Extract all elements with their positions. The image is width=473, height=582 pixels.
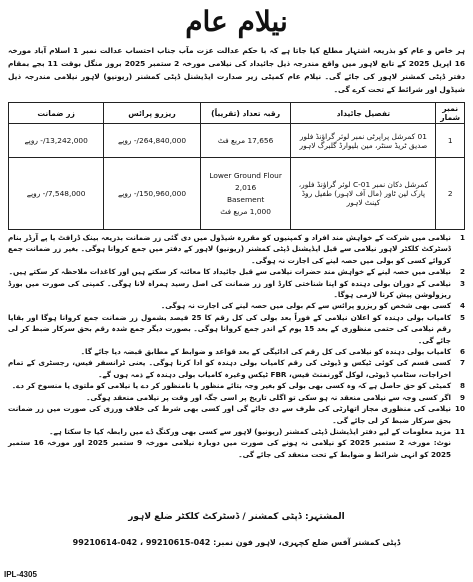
intro-paragraph: ہر خاص و عام کو بذریعہ اشتہار مطلع کیا جاتا ہے کہ با حکم عدالت عزت مآب جناب احتساب عدالت نمبر 1 اسلام آباد مورخہ 16 اپریل 2025 کے تابع لاہور میں واقع مندرجہ ذیل جائیداد کی نیلامی مورخہ 2 ستمبر 2025 بروز منگل بوقت 11 بجے بمقام دفتر ڈپٹی کمشنر لاہور کی جائے گی۔ نیلام عام کمیٹی زیر صدارت ایڈیشنل ڈپٹی کمشنر (ریونیو) لاہور نیلامی مندرجہ ذیل شیڈول اور شرائط کے تحت کرے گی۔ bbox=[8, 46, 466, 94]
condition-item bbox=[8, 300, 465, 311]
footer bbox=[0, 512, 473, 579]
row-area bbox=[200, 158, 291, 230]
condition-number: 7 bbox=[459, 358, 465, 368]
condition-item bbox=[8, 232, 465, 266]
row-serial-number: 1 bbox=[436, 124, 465, 158]
header-reserve-price: ریزرو پرائس bbox=[104, 103, 201, 124]
condition-item bbox=[8, 312, 465, 346]
page-title: نیلام عام bbox=[185, 5, 288, 38]
ipl-code: IPL-4305 bbox=[4, 570, 37, 579]
condition-text: نیلامی میں حصہ لینے کے خواہش مند حضرات نیلامی سے قبل جائیداد کا معائنہ کر سکتے ہیں اور کاغذات ملاحظہ کر سکتے ہیں۔ bbox=[8, 267, 451, 277]
area-line: Basement bbox=[226, 194, 265, 204]
condition-number: 10 bbox=[454, 404, 465, 414]
condition-item bbox=[8, 266, 465, 277]
condition-text: کمیٹی کو حق حاصل ہے کہ وہ کسی بھی بولی کو بغیر وجہ بتائے منظور یا نامنظور کر دے یا نیلامی کو ملتوی یا منسوخ کر دے۔ bbox=[11, 381, 451, 391]
condition-item bbox=[8, 426, 465, 437]
condition-number: 1 bbox=[459, 233, 465, 242]
condition-number: 2 bbox=[459, 267, 465, 277]
area-line: Lower Ground Flour bbox=[209, 170, 282, 180]
condition-number: 5 bbox=[459, 312, 465, 322]
advertiser-address: ڈپٹی کمشنر آفس ضلع کچہری، لاہور فون نمبر: 042-99210615 ، 042-99210614 bbox=[72, 538, 401, 547]
table-row bbox=[9, 124, 465, 158]
table-header-row bbox=[9, 103, 465, 124]
row-earnest-money: 7,548,000/- روپے bbox=[9, 158, 104, 230]
condition-item bbox=[8, 278, 465, 301]
advertiser-title: المشتہر: ڈپٹی کمشنر / ڈسٹرکٹ کلکٹر ضلع لاہور bbox=[128, 512, 345, 522]
table-row bbox=[9, 158, 465, 230]
row-earnest-money: 13,242,000/- روپے bbox=[9, 124, 104, 158]
note-item bbox=[8, 437, 465, 460]
condition-item bbox=[8, 403, 465, 426]
condition-item bbox=[8, 357, 465, 380]
row-property-detail: کمرشل دکان نمبر C-01 لوئر گراؤنڈ فلور، پارک لین ٹاور (مال آف لاہور) طفیل روڈ کینٹ لاہور bbox=[291, 158, 436, 230]
header-earnest-money: زر ضمانت bbox=[9, 103, 104, 124]
condition-item bbox=[8, 380, 465, 391]
row-reserve-price: 150,960,000/- روپے bbox=[104, 158, 201, 230]
condition-text: کسی بھی شخص کو ریزرو پرائس سے کم بولی میں حصہ لینے کی اجازت نہ ہوگی۔ bbox=[161, 301, 451, 311]
auction-schedule-table bbox=[8, 102, 465, 230]
row-serial-number: 2 bbox=[436, 158, 465, 230]
row-reserve-price: 264,840,000/- روپے bbox=[104, 124, 201, 158]
condition-item bbox=[8, 346, 465, 357]
condition-text: کامیاب بولی دہندہ کو اعلان نیلامی کے فوراً بعد بولی کی کل رقم کا 25 فیصد بشمول زر ضمانت جمع کروانا ہوگا اور بقایا رقم نیلامی کی حتمی منظوری کے بعد 15 یوم کے اندر جمع کروانا ہوگی۔ بصورت دیگر جمع شدہ رقم بحق سرکار ضبط کر لی جائے گی۔ bbox=[8, 312, 452, 345]
condition-text: کامیاب بولی دہندہ کو نیلامی کی کل رقم کی ادائیگی کے بعد قواعد و ضوابط کے مطابق قبضہ دیا جائے گا۔ bbox=[80, 347, 451, 357]
title-container bbox=[0, 4, 473, 40]
condition-text: نیلامی کے دوران بولی دہندہ کو اپنا شناختی کارڈ اور زر ضمانت کی اصل رسید ہمراہ لانا ہوگی۔ کمپنی کی صورت میں بورڈ ریزولوشن پیش کرنا لازمی ہوگا۔ bbox=[8, 278, 451, 300]
row-property-detail: 01 کمرشل پراپرٹی نمبر لوئر گراؤنڈ فلور صدیق ٹریڈ سنٹر، مین بلیوارڈ گلبرگ لاہور bbox=[291, 124, 436, 158]
condition-number: 3 bbox=[459, 278, 465, 288]
row-area bbox=[200, 124, 291, 158]
condition-text: نیلامی کی منظوری مجاز اتھارٹی کی طرف سے دی جائے گی اور کسی بھی شرط کی خلاف ورزی کی صورت میں زر ضمانت بحق سرکار ضبط کر لی جائے گی۔ bbox=[8, 404, 451, 425]
condition-number: 9 bbox=[459, 392, 465, 402]
condition-number: 11 bbox=[454, 426, 465, 436]
condition-text: نیلامی میں شرکت کے خواہش مند افراد و کمپنیوں کو مقررہ شیڈول میں دی گئی زر ضمانت بذریعہ بینک ڈرافٹ یا پے آرڈر بنام ڈسٹرکٹ کلکٹر لاہور نیلامی سے قبل ایڈیشنل ڈپٹی کمشنر (ریونیو) لاہور کے دفتر میں جمع کروانا ہوگی۔ بغیر زر ضمانت جمع کروائے کسی کو بولی میں حصہ لینے کی اجازت نہ ہوگی۔ bbox=[8, 233, 451, 265]
condition-text: مزید معلومات کے لیے دفتر ایڈیشنل ڈپٹی کمشنر (ریونیو) لاہور سے کسی بھی ورکنگ ڈے میں رابطہ کیا جا سکتا ہے۔ bbox=[49, 426, 451, 436]
header-serial-number: نمبر شمار bbox=[436, 103, 465, 124]
header-property-detail: تفصیل جائیداد bbox=[291, 103, 436, 124]
condition-text: اگر کسی وجہ سے نیلامی منعقد نہ ہو سکی تو اگلی تاریخ پر اسی جگہ اور وقت پر نیلامی منعقد ہوگی۔ bbox=[86, 392, 451, 402]
area-line: 2,016 bbox=[235, 182, 257, 192]
terms-and-conditions bbox=[8, 232, 465, 460]
condition-number: 4 bbox=[459, 301, 465, 311]
area-line: 1,000 مربع فٹ bbox=[220, 206, 271, 216]
condition-text: کسی قسم کی کوئی ٹیکس و ڈیوٹی کی رقم کامیاب بولی دہندہ کو ادا کرنا ہوگی۔ یعنی ٹرانسفر فیس، رجسٹری کے تمام اخراجات، سٹامپ ڈیوٹی، لوکل گورنمنٹ فیس، FBR ٹیکس وغیرہ کامیاب بولی دہندہ کے ذمہ ہوں گے۔ bbox=[8, 358, 451, 379]
condition-number bbox=[451, 437, 465, 460]
condition-number: 8 bbox=[459, 381, 465, 391]
area-line: 17,656 مربع فٹ bbox=[217, 135, 274, 145]
condition-number: 6 bbox=[459, 347, 465, 357]
header-area: رقبہ تعداد (تقریباً) bbox=[200, 103, 291, 124]
condition-item bbox=[8, 392, 465, 403]
note-text: نوٹ: مورخہ 2 ستمبر 2025 کو نیلامی نہ ہونے کی صورت میں دوبارہ نیلامی مورخہ 9 ستمبر 2025 اور مورخہ 16 ستمبر 2025 کو انہی شرائط و ضوابط کے تحت منعقد کی جائے گی۔ bbox=[8, 438, 452, 459]
